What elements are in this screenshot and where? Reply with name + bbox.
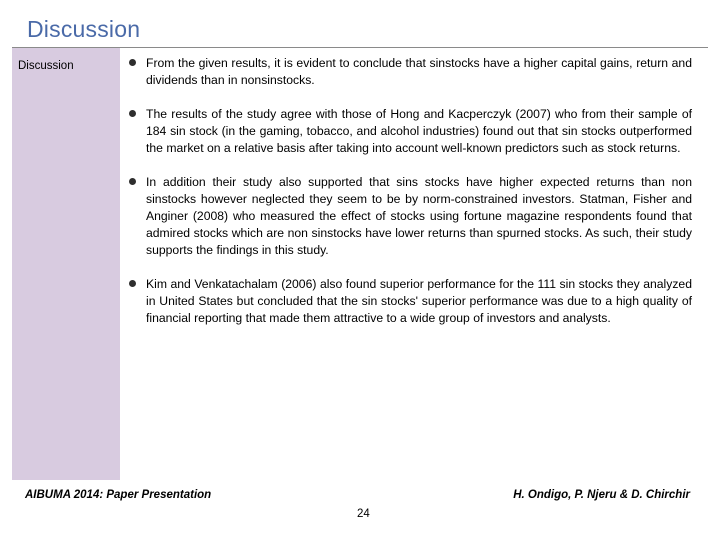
bullet-dot-icon (129, 280, 136, 287)
side-panel (12, 48, 120, 480)
bullet-item (127, 55, 692, 89)
bullet-text: The results of the study agree with those of Hong and Kacperczyk (2007) who from their sample of 184 sin stock (in the gaming, tobacco, and alcohol industries) found out that sin stocks outperformed the market on a relative basis after taking into account well-known predictors such as stock returns. (146, 107, 692, 155)
bullet-item (127, 106, 692, 157)
bullet-list (127, 55, 692, 344)
bullet-text: From the given results, it is evident to conclude that sinstocks have a higher capital gains, return and dividends than in nonsinstocks. (146, 56, 692, 87)
bullet-text: Kim and Venkatachalam (2006) also found superior performance for the 111 sin stocks they analyzed in United States but concluded that the sin stocks' superior performance was due to a high quality of financial reporting that made them attractive to a wide group of investors and analysts. (146, 277, 692, 325)
bullet-dot-icon (129, 59, 136, 66)
slide-title: Discussion (27, 16, 141, 42)
bullet-text: In addition their study also supported that sins stocks have higher expected returns than non sinstocks however neglected they seem to be by norm-constrained investors. Statman, Fisher and Anginer (2008) who measured the effect of stocks using fortune magazine respondents found that admired stocks which are non sinstocks have lower returns than spurned stocks. As such, their study supports the findings in this study. (146, 175, 692, 257)
bullet-dot-icon (129, 178, 136, 185)
page-number: 24 (357, 508, 370, 520)
footer-authors: H. Ondigo, P. Njeru & D. Chirchir (513, 489, 690, 501)
bullet-item (127, 174, 692, 259)
side-panel-label: Discussion (18, 60, 74, 72)
footer-conference: AIBUMA 2014: Paper Presentation (25, 489, 212, 501)
bullet-item (127, 276, 692, 327)
bullet-dot-icon (129, 110, 136, 117)
